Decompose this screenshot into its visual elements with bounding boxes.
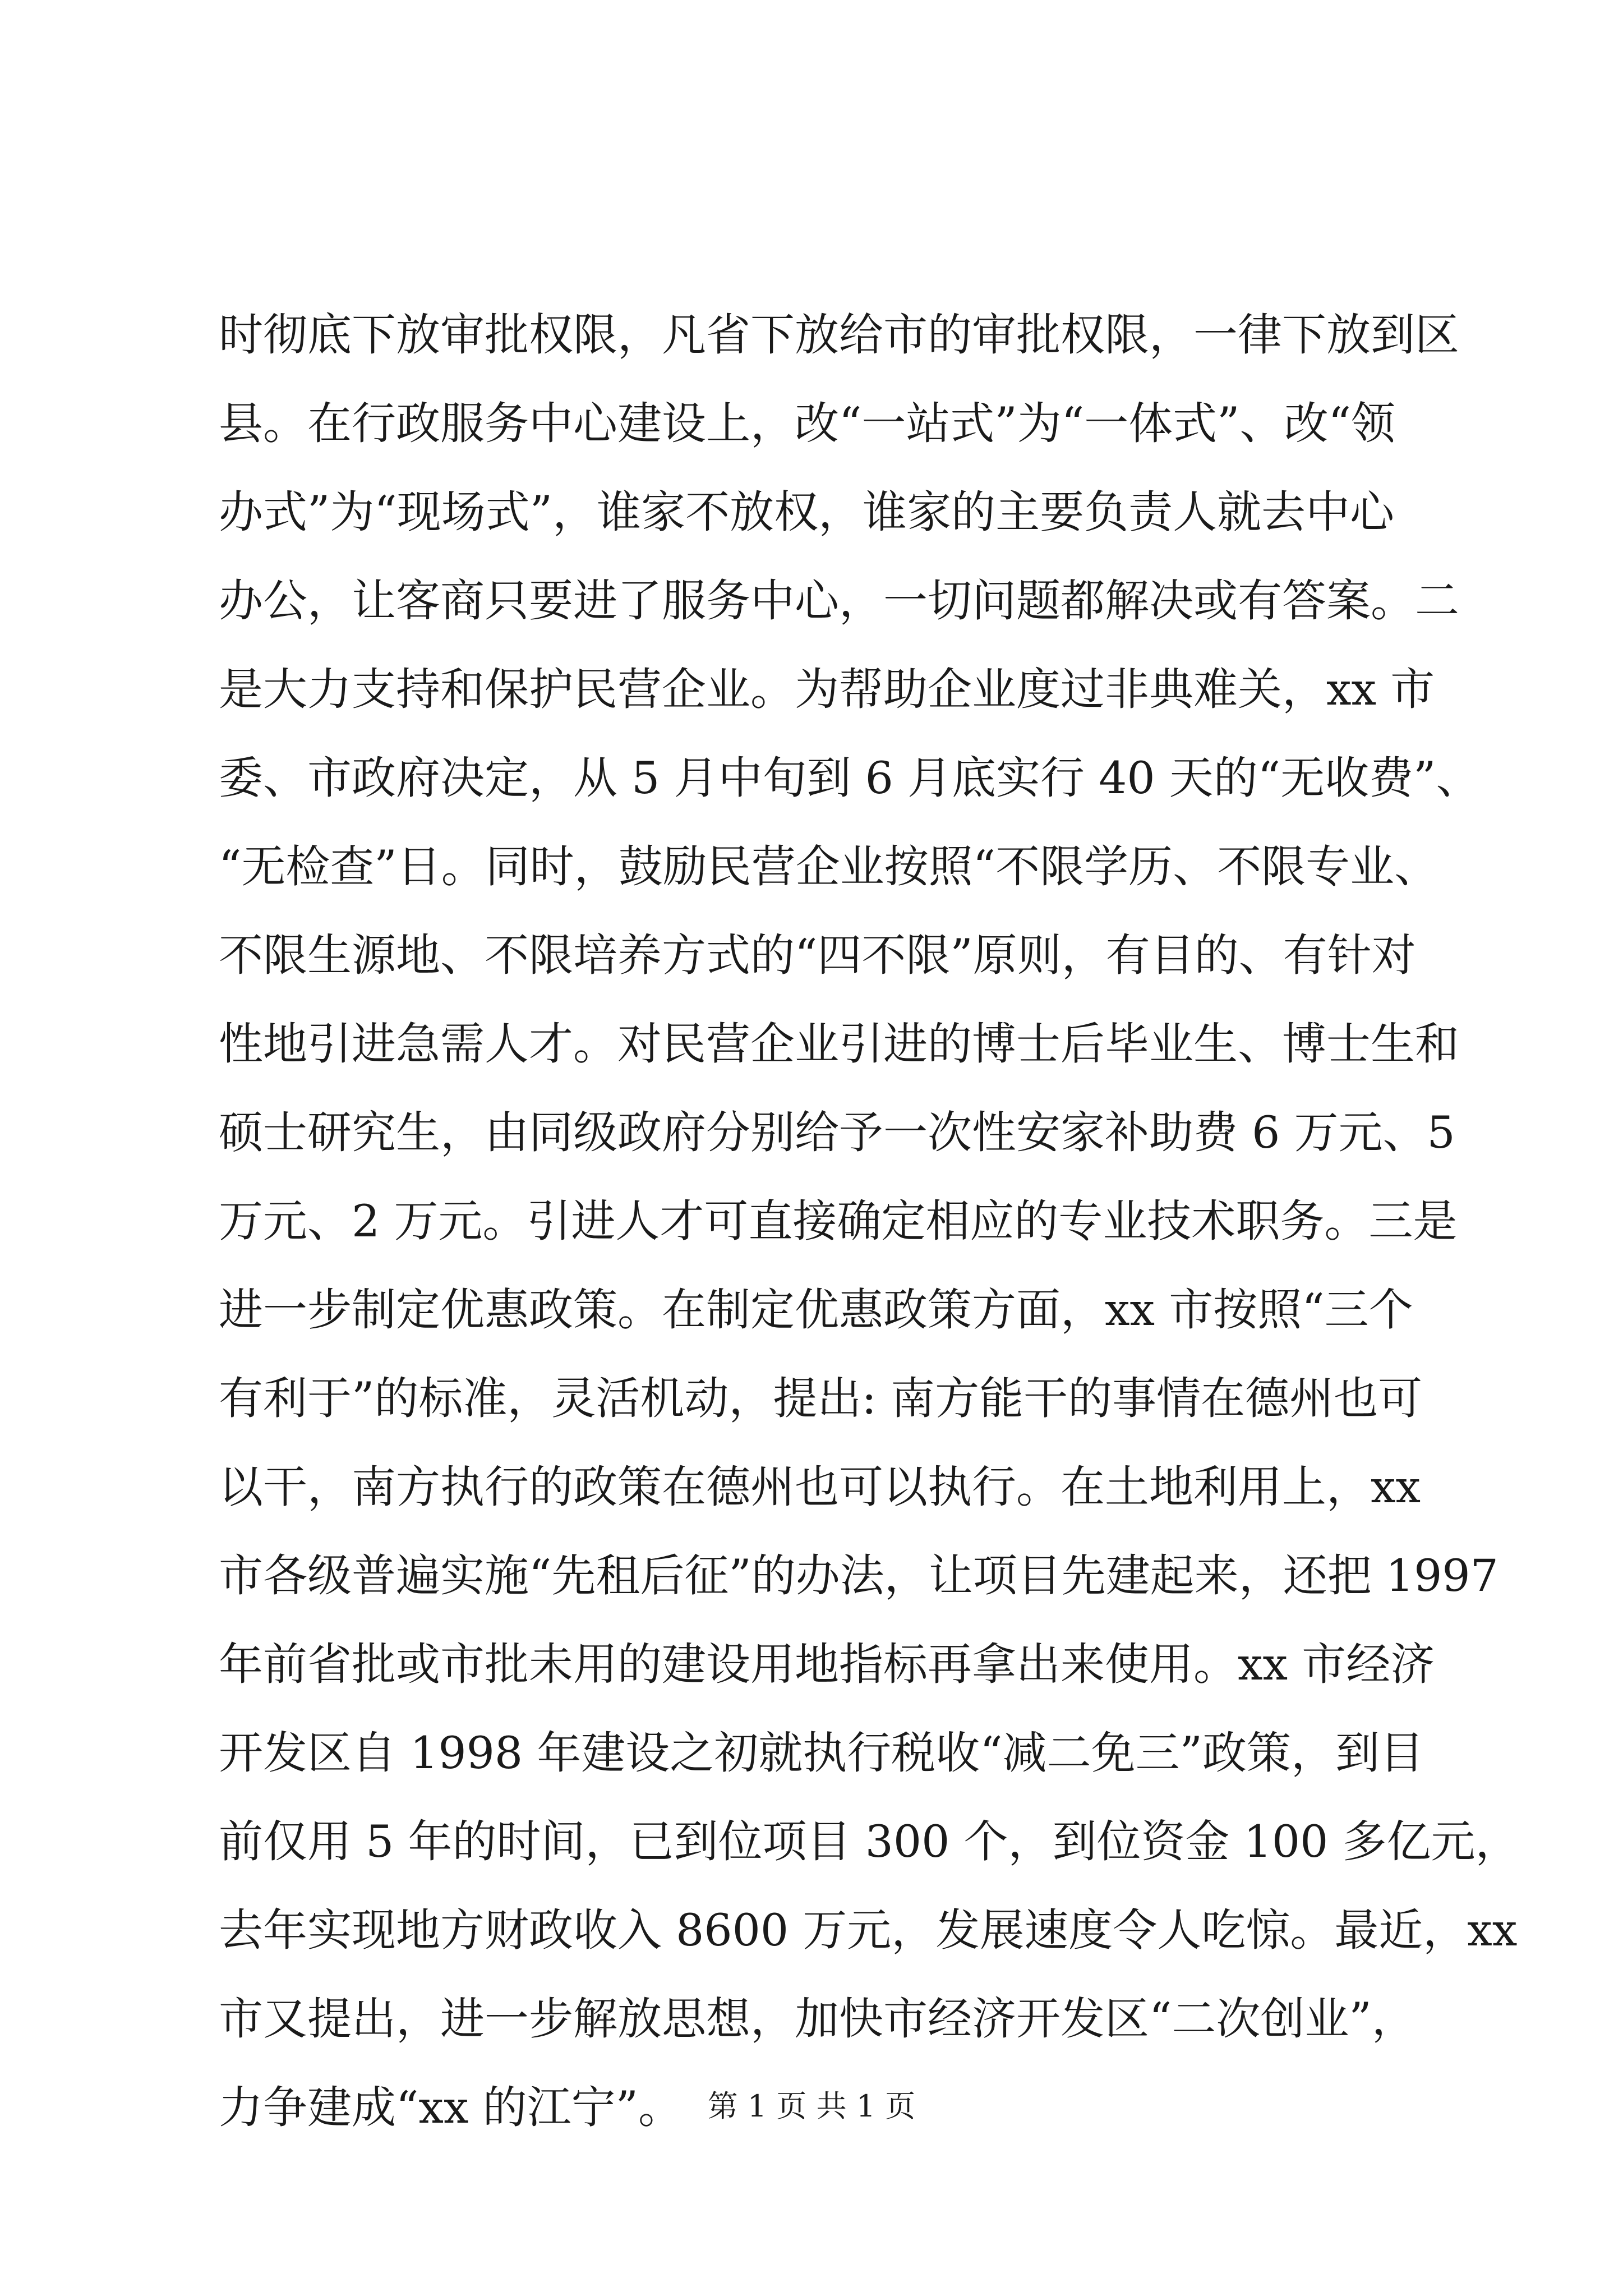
text-line: 以干，南方执行的政策在德州也可以执行。在土地利用上，xx [219,1461,1421,1513]
text-line: “无检查”日。同时，鼓励民营企业按照“不限学历、不限专业、 [219,841,1439,892]
text-line: 年前省批或市批未用的建设用地指标再拿出来使用。xx 市经济 [219,1639,1435,1690]
text-line: 不限生源地、不限培养方式的“四不限”原则，有目的、有针对 [219,930,1416,981]
text-line: 办公，让客商只要进了服务中心，一切问题都解决或有答案。二 [219,575,1459,627]
text-line: 县。在行政服务中心建设上，改“一站式”为“一体式”、改“领 [219,398,1395,449]
text-line: 性地引进急需人才。对民营企业引进的博士后毕业生、博士生和 [219,1018,1459,1070]
text-line: 有利于”的标准，灵活机动，提出: 南方能干的事情在德州也可 [219,1373,1423,1424]
text-line: 力争建成“xx 的江宁”。 [219,2082,683,2133]
text-line: 委、市政府决定，从 5 月中旬到 6 月底实行 40 天的“无收费”、 [219,752,1481,804]
text-line: 前仅用 5 年的时间，已到位项目 300 个，到位资金 100 多亿元， [219,1816,1520,1867]
text-line: 去年实现地方财政收入 8600 万元，发展速度令人吃惊。最近，xx [219,1904,1518,1956]
text-line: 时彻底下放审批权限，凡省下放给市的审批权限，一律下放到区 [219,309,1459,361]
text-line: 市各级普遍实施“先租后征”的办法，让项目先建起来，还把 1997 [219,1550,1498,1602]
text-line: 万元、2 万元。引进人才可直接确定相应的专业技术职务。三是 [219,1195,1458,1247]
text-line: 进一步制定优惠政策。在制定优惠政策方面，xx 市按照“三个 [219,1284,1413,1336]
text-line: 开发区自 1998 年建设之初就执行税收“减二免三”政策，到目 [219,1727,1424,1779]
text-line: 市又提出，进一步解放思想，加快市经济开发区“二次创业”， [219,1993,1416,2045]
text-line: 是大力支持和保护民营企业。为帮助企业度过非典难关，xx 市 [219,664,1435,715]
text-line: 硕士研究生，由同级政府分别给予一次性安家补助费 6 万元、5 [219,1107,1455,1158]
page-footer: 第 1 页 共 1 页 [707,2088,916,2124]
text-line: 办式”为“现场式”，谁家不放权，谁家的主要负责人就去中心 [219,486,1395,538]
body-paragraph [219,291,1520,2152]
